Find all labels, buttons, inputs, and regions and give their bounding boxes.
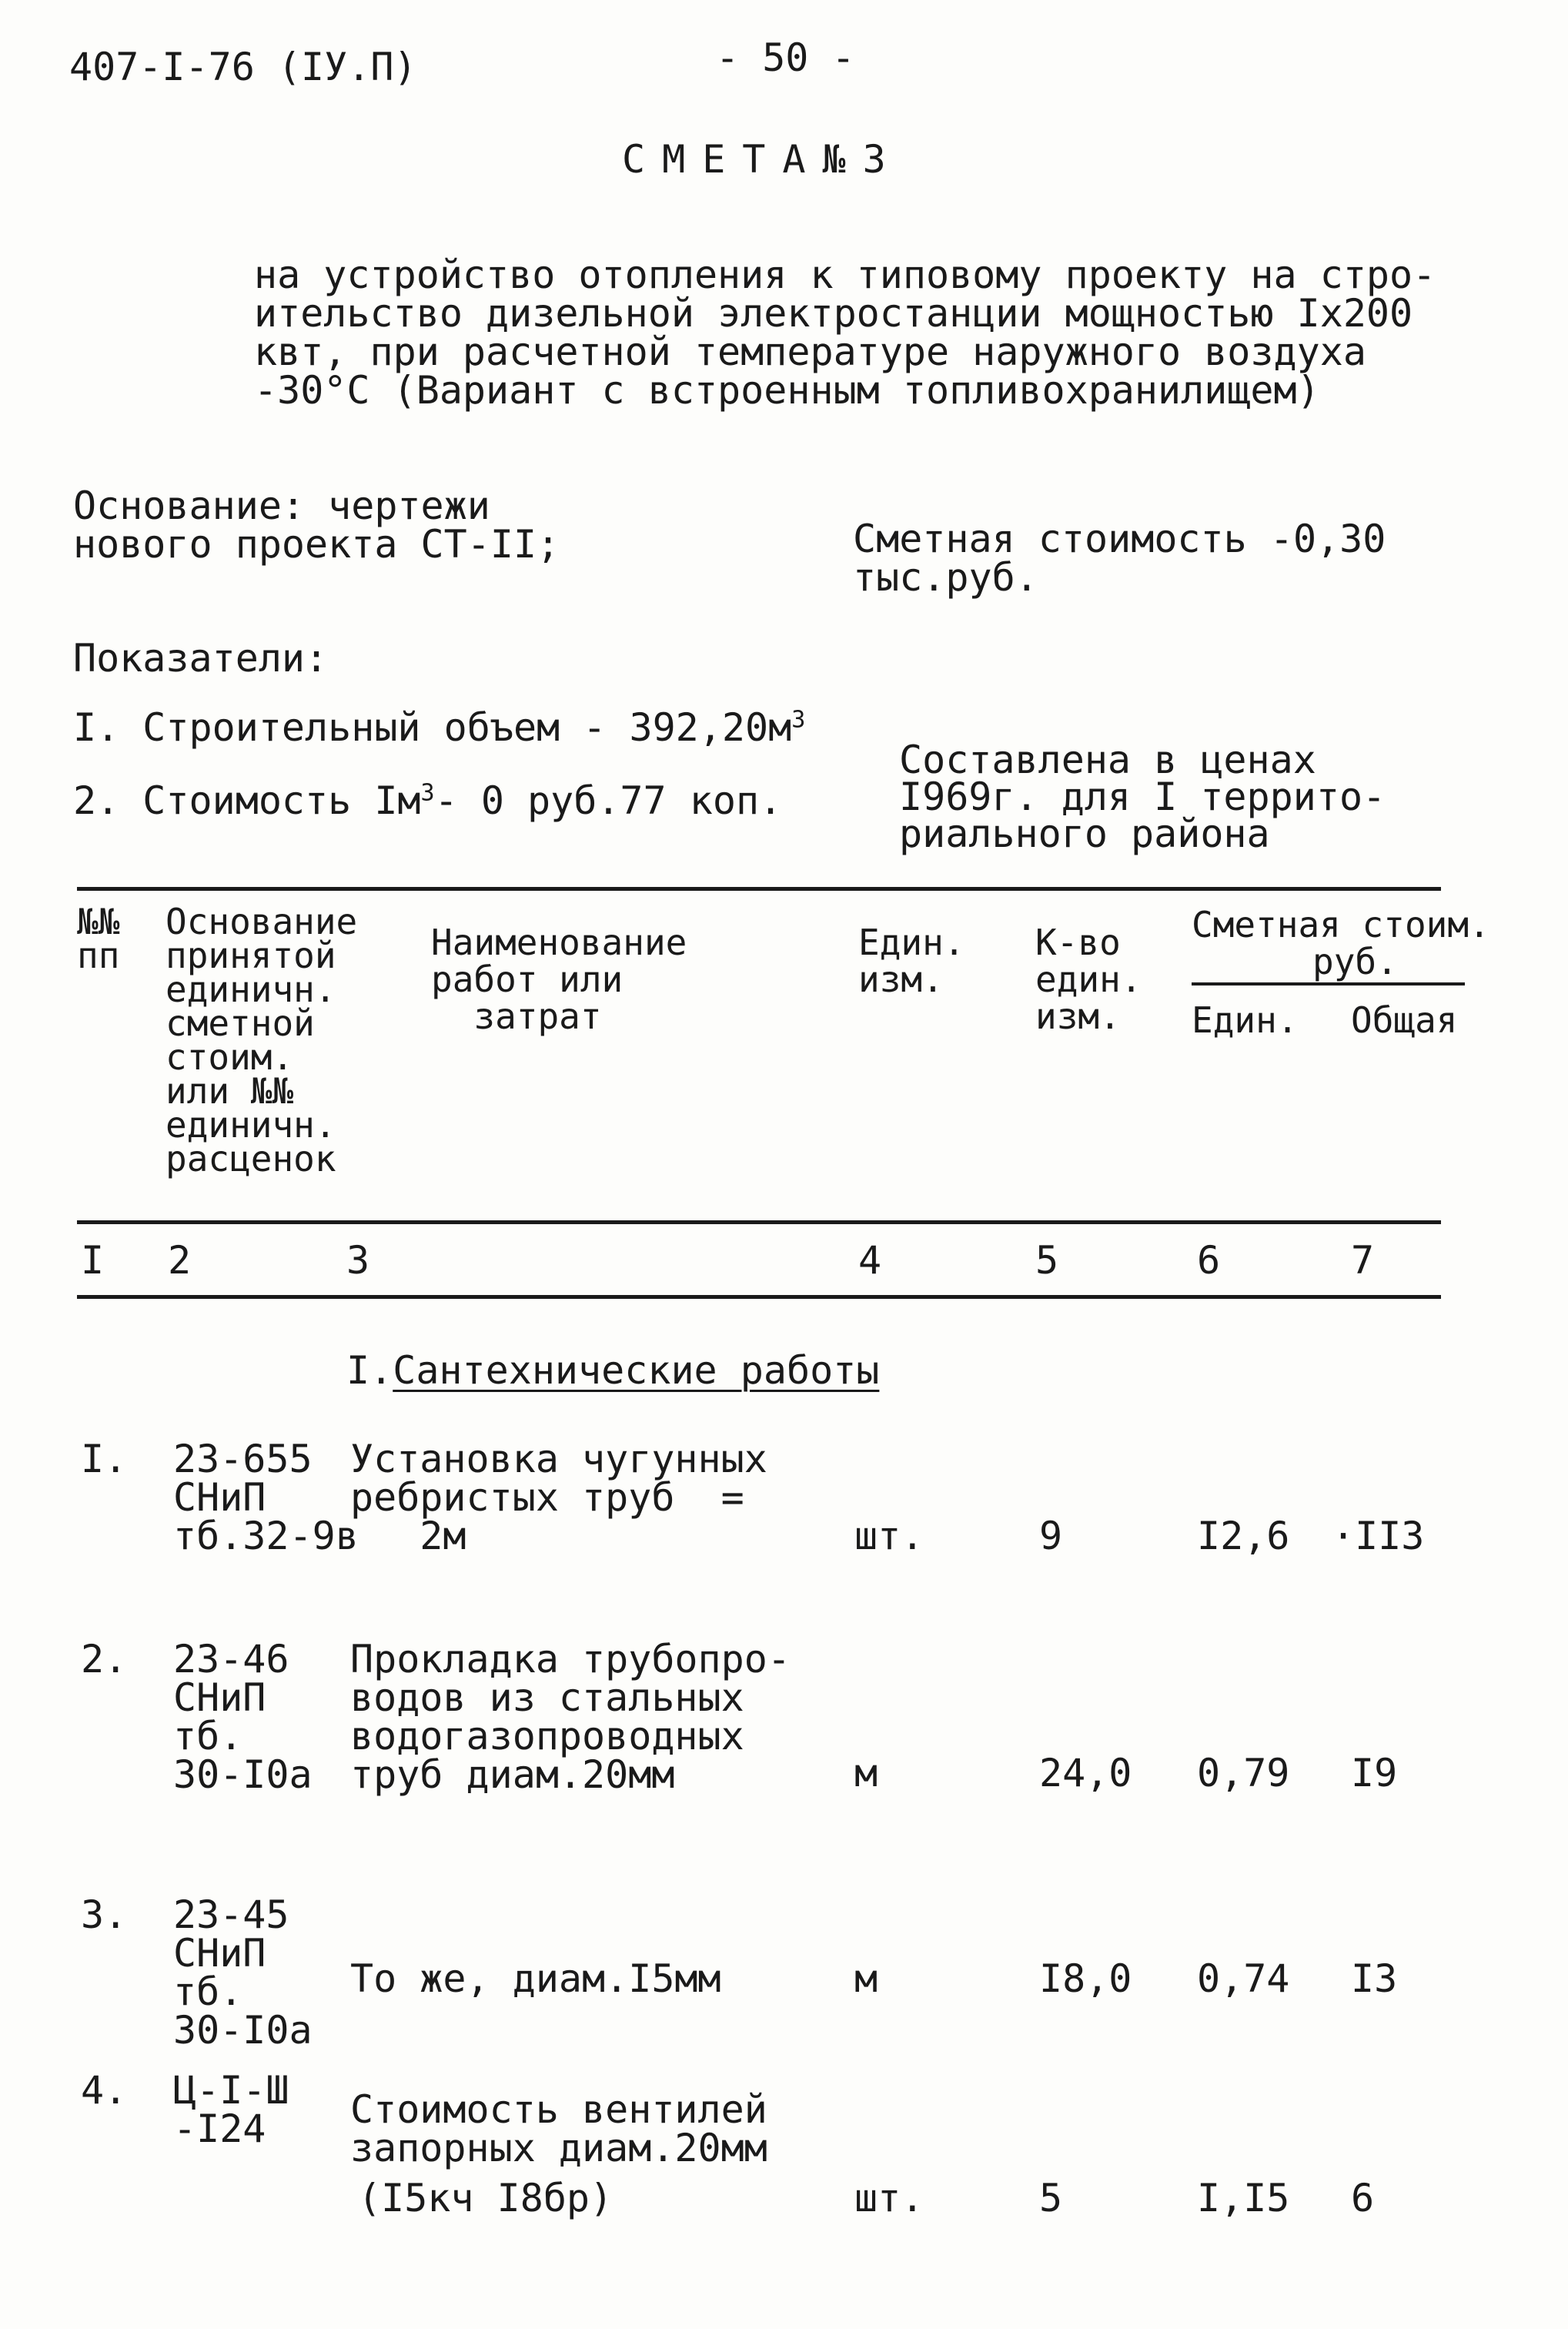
price-line: риального района	[899, 811, 1270, 856]
indicator-unit-cost: 2. Стоимость $Iм^3-$ 0 руб.77 коп.	[73, 778, 783, 823]
row-quantity: I8,0	[1039, 1956, 1132, 2001]
column-number: 5	[1035, 1238, 1059, 1283]
subtitle-line: квт, при расчетной температуре наружного воздуха	[254, 330, 1366, 374]
header-col-basis: Основание принятой единичн. сметной стоим. или №№ единичн. расценок	[165, 901, 358, 1180]
header-col-number: №№ пп	[77, 901, 120, 976]
basis-line: Основание: чертежи	[73, 484, 490, 528]
header-sub-rule	[1192, 982, 1465, 985]
row-basis: 23-655 СНиП тб.32-9в	[173, 1437, 359, 1558]
row-number: 3.	[81, 1892, 128, 1937]
price-line: Составлена в ценах	[899, 738, 1316, 782]
row-quantity: 24,0	[1039, 1751, 1132, 1795]
document-code: 407-I-76 (IУ.П)	[69, 45, 417, 89]
column-number: 7	[1351, 1238, 1375, 1283]
row-quantity: 5	[1039, 2176, 1063, 2220]
header-col-name: Наименование работ или затрат	[431, 922, 687, 1037]
row-unit: м	[854, 1956, 878, 2001]
subtitle-line: на устройство отопления к типовому проекту на стро-	[254, 253, 1436, 297]
price-line: I969г. для I террито-	[899, 775, 1386, 819]
row-number: 2.	[81, 1637, 128, 1681]
estimated-cost	[853, 481, 1386, 635]
column-number: 3	[346, 1238, 370, 1283]
page-number: - 50 -	[716, 35, 855, 80]
column-number: 4	[858, 1238, 882, 1283]
row-number: I.	[81, 1437, 128, 1481]
row-total: I3	[1351, 1956, 1398, 2001]
document-subtitle	[254, 217, 1436, 448]
section-heading: I.Сантехнические работы	[346, 1348, 880, 1393]
header-col-currency: руб.	[1312, 941, 1398, 982]
row-name: То же, диам.I5мм	[350, 1956, 721, 2001]
row-total: 6	[1351, 2176, 1375, 2220]
header-col-unit-price: Един.	[1192, 999, 1299, 1041]
row-name: Стоимость вентилей запорных диам.20мм	[350, 2087, 767, 2170]
row-name: Установка чугунных ребристых труб = 2м	[350, 1437, 767, 1558]
header-col-estimated-cost: Сметная стоим.	[1192, 904, 1490, 945]
indicators-heading: Показатели:	[73, 636, 329, 681]
row-basis: 23-45 СНиП тб. 30-I0а	[173, 1892, 313, 2053]
row-total: I9	[1351, 1751, 1398, 1795]
column-number: 6	[1197, 1238, 1221, 1283]
table-top-rule	[77, 887, 1441, 891]
row-total: ·II3	[1332, 1514, 1425, 1558]
row-unit-price: 0,74	[1197, 1956, 1290, 2001]
subtitle-line: ительство дизельной электростанции мощностью Iх200	[254, 291, 1413, 336]
column-number: 2	[168, 1238, 192, 1283]
header-col-quantity: К-во един. изм.	[1035, 922, 1142, 1037]
row-unit-price: I2,6	[1197, 1514, 1290, 1558]
cost-line: Сметная стоимость -0,30	[853, 517, 1386, 561]
basis-block	[73, 448, 560, 602]
document-title: СМЕТА№3	[622, 137, 903, 182]
header-bottom-rule	[77, 1220, 1441, 1224]
row-unit-price: I,I5	[1197, 2176, 1290, 2220]
subtitle-line: -30°С (Вариант с встроенным топливохранилищем)	[254, 368, 1320, 413]
header-col-unit: Един. изм.	[858, 922, 965, 1000]
row-quantity: 9	[1039, 1514, 1063, 1558]
row-unit: шт.	[854, 1514, 924, 1558]
basis-line: нового проекта СТ-II;	[73, 522, 560, 567]
row-name: Прокладка трубопро- водов из стальных водогазопроводных труб диам.20мм	[350, 1637, 791, 1797]
cost-line: тыс.руб.	[853, 555, 1038, 600]
row-basis: 23-46 СНиП тб. 30-I0а	[173, 1637, 313, 1797]
indicator-volume: I. Строительный объем - $392,20м^3$	[73, 705, 806, 750]
column-number: I	[81, 1238, 105, 1283]
row-unit-price: 0,79	[1197, 1751, 1290, 1795]
header-col-total: Общая	[1351, 999, 1458, 1041]
row-unit: шт.	[854, 2176, 924, 2220]
column-number-rule	[77, 1295, 1441, 1299]
row-basis: Ц-I-Ш -I24	[173, 2068, 289, 2151]
row-unit: м	[854, 1751, 878, 1795]
row-name-extra: (I5кч I8бр)	[358, 2176, 613, 2220]
row-number: 4.	[81, 2068, 128, 2113]
price-basis	[899, 704, 1386, 889]
